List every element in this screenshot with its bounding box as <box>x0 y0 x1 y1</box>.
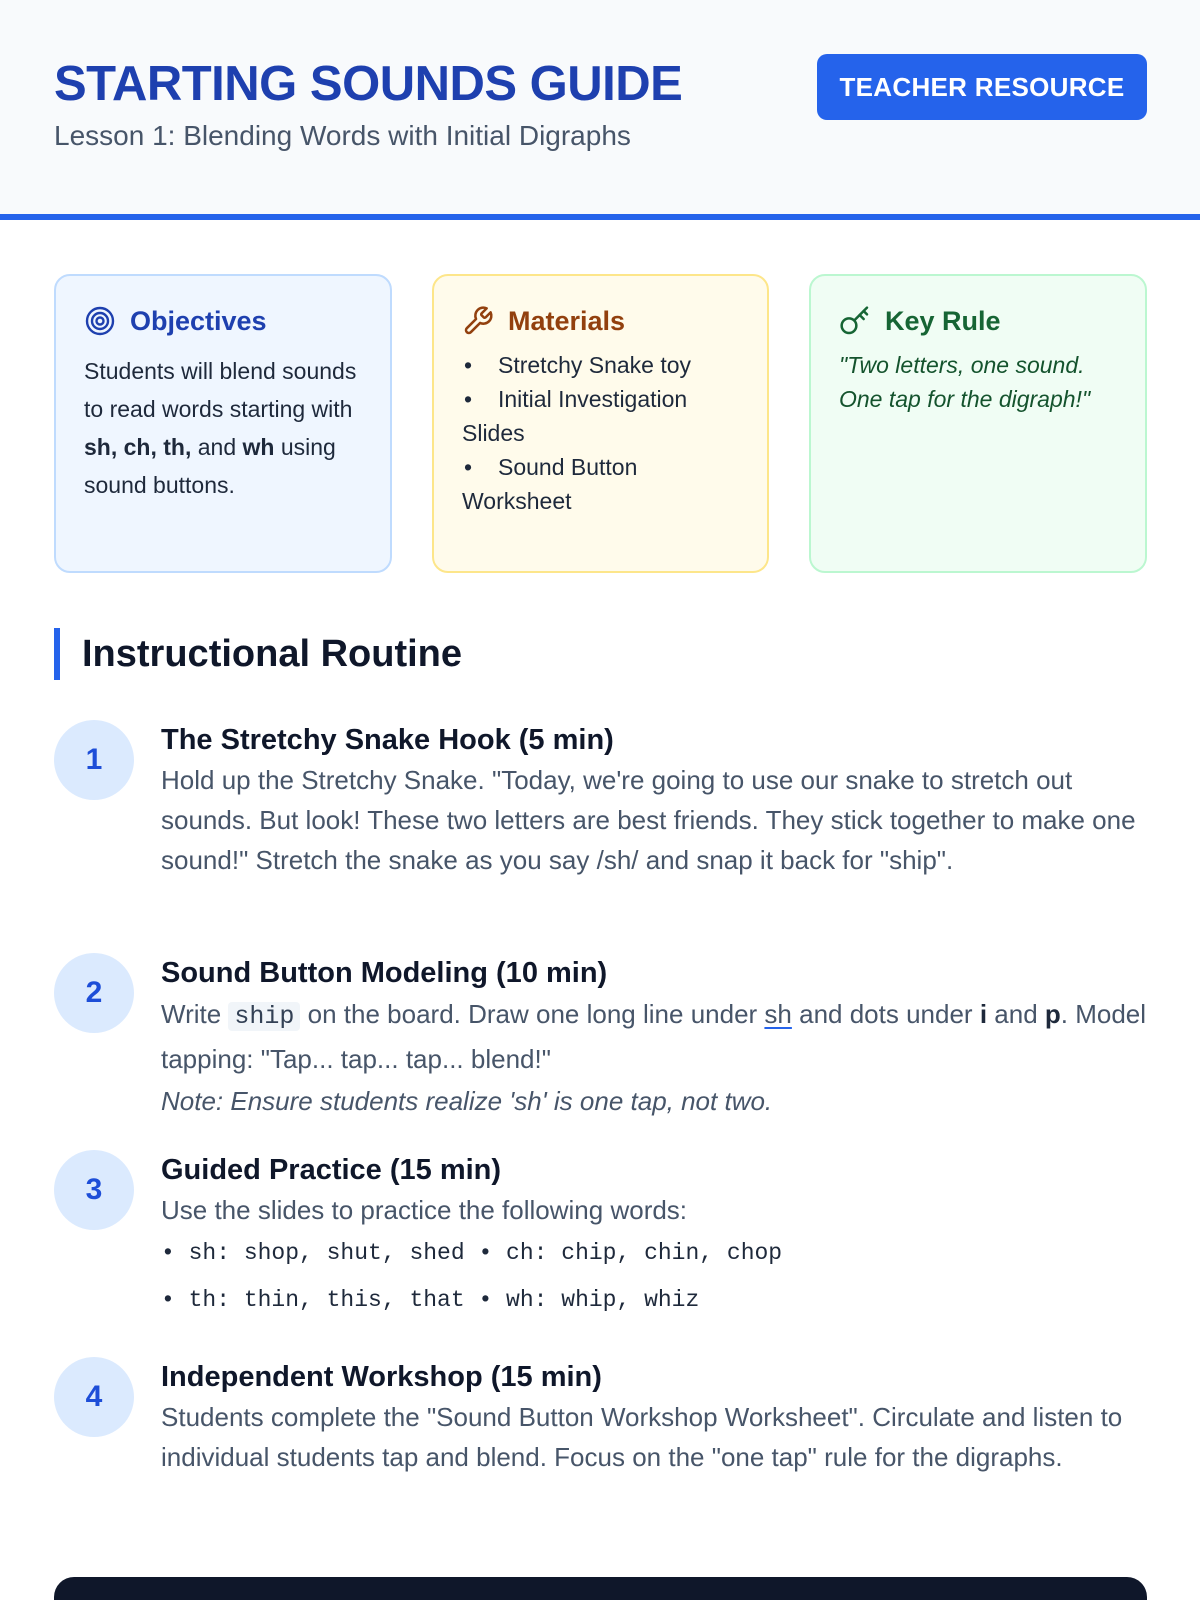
step-number-badge: 1 <box>54 720 134 800</box>
code-word: ship <box>228 1002 300 1031</box>
word-list-line: • sh: shop, shut, shed • ch: chip, chin, chop <box>161 1240 783 1266</box>
list-item: • Sound Button Worksheet <box>462 450 739 518</box>
objectives-title: Objectives <box>130 305 267 336</box>
step-number-badge: 3 <box>54 1150 134 1230</box>
key-rule-quote: "Two letters, one sound. One tap for the digraph!" <box>839 352 1091 412</box>
page-subtitle: Lesson 1: Blending Words with Initial Digraphs <box>54 120 631 151</box>
step-body <box>161 1357 1151 1477</box>
key-rule-title: Key Rule <box>885 305 1001 336</box>
step-title: Sound Button Modeling (10 min) <box>161 957 608 989</box>
page-header <box>0 0 1200 220</box>
step-body <box>161 1150 1151 1324</box>
step-title: Guided Practice (15 min) <box>161 1154 502 1186</box>
step-number-badge: 4 <box>54 1357 134 1437</box>
list-item: • Initial Investigation Slides <box>462 382 739 450</box>
materials-list <box>462 348 739 518</box>
step-text: Write ship on the board. Draw one long line under sh and dots under i and p. Model tapping: "Tap... tap... tap... blend!" <box>161 999 1147 1074</box>
step-text: Use the slides to practice the following words: <box>161 1195 688 1225</box>
objectives-header <box>84 302 362 340</box>
target-icon <box>84 305 116 337</box>
page-title: STARTING SOUNDS GUIDE <box>54 57 683 111</box>
step-text: Students complete the "Sound Button Workshop Worksheet". Circulate and listen to individual students tap and blend. Focus on the "one tap" rule for the digraphs. <box>161 1402 1123 1472</box>
teacher-resource-button[interactable]: TEACHER RESOURCE <box>817 54 1147 120</box>
step-text: Hold up the Stretchy Snake. "Today, we're going to use our snake to stretch out sounds. But look! These two letters are best friends. They stick together to make one sound!" Stretch the snake as you say /sh/ and snap it back for "ship". <box>161 765 1136 875</box>
step-body <box>161 720 1151 880</box>
step-title: The Stretchy Snake Hook (5 min) <box>161 724 614 756</box>
step-note: Note: Ensure students realize 'sh' is one tap, not two. <box>161 1086 773 1116</box>
key-rule-card <box>809 274 1147 573</box>
word-list-line: • th: thin, this, that • wh: whip, whiz <box>161 1287 700 1313</box>
step-body <box>161 953 1151 1121</box>
step-number-badge: 2 <box>54 953 134 1033</box>
list-item: • Stretchy Snake toy <box>462 348 739 382</box>
footer-bar <box>54 1577 1147 1600</box>
wrench-icon <box>462 305 494 337</box>
materials-card <box>432 274 769 573</box>
step-title: Independent Workshop (15 min) <box>161 1361 602 1393</box>
materials-title: Materials <box>508 305 626 336</box>
objectives-text: Students will blend sounds to read words starting with sh, ch, th, and wh using sound buttons. <box>84 358 357 498</box>
key-rule-header <box>839 302 1117 340</box>
underlined-digraph: sh <box>764 999 792 1029</box>
key-icon <box>839 305 871 337</box>
materials-header <box>462 302 739 340</box>
routine-heading: Instructional Routine <box>54 628 462 680</box>
objectives-card <box>54 274 392 573</box>
